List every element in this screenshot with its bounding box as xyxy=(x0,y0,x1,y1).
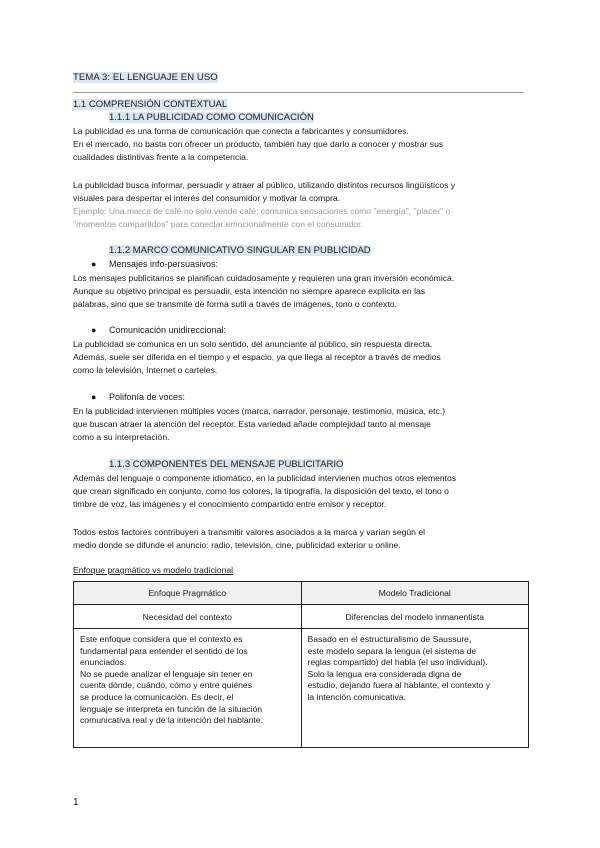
section-heading: 1.1 COMPRENSIÓN CONTEXTUAL xyxy=(73,99,228,110)
table-header-cell: Modelo Tradicional xyxy=(301,582,529,605)
paragraph-3: Los mensajes publicitarios se planifican cuidadosamente y requieren una gran inversión económica. Aunque su objetivo principal es persuadir, esta intención no siempre aparece explícita en las palabras, sino que se transmite de forma sutil a través de imágenes, tono o contexto. xyxy=(73,273,455,310)
bullet-item-2: ● Comunicación unidireccional: xyxy=(91,325,227,335)
table-header-row xyxy=(74,582,529,605)
page-number: 1 xyxy=(73,797,79,808)
bullet-icon: ● xyxy=(91,325,97,335)
bullet-item-3: ● Polifonía de voces: xyxy=(91,392,186,402)
paragraph-4: La publicidad se comunica en un solo sentido, del anunciante al público, sin respuesta directa. Además, suele ser diferida en el tiempo y el espacio, ya que llega al receptor a través de medios como la televisión, Internet o carteles. xyxy=(73,339,441,376)
subsection-heading-2: 1.1.2 MARCO COMUNICATIVO SINGULAR EN PUBLICIDAD xyxy=(109,245,371,256)
example-text: Ejemplo: Una marca de café no solo vende café; comunica sensaciones como "energía", "placer" o "momentos compartidos" para conectar emocionalmente con el consumidor. xyxy=(73,206,451,230)
paragraph-6: Además del lenguaje o componente idiomático, en la publicidad intervienen muchos otros elementos que crean significado en conjunto, como los colores, la tipografía, la disposición del texto, el tono o timbre de voz, las imágenes y el conocimiento compartido entre emisor y receptor. xyxy=(73,473,457,510)
table-header-cell: Enfoque Pragmático xyxy=(74,582,302,605)
bullet-icon: ● xyxy=(91,392,97,402)
paragraph-5: En la publicidad intervienen múltiples voces (marca, narrador, personaje, testimonio, música, etc.) que buscan atraer la atención del receptor. Esta variedad añade complejidad tanto al mensaje como a su interpretación. xyxy=(73,406,446,443)
table-subheader-cell: Diferencias del modelo inmanentista xyxy=(301,605,529,629)
document-title: TEMA 3: EL LENGUAJE EN USO xyxy=(73,72,218,83)
subsection-heading-3: 1.1.3 COMPONENTES DEL MENSAJE PUBLICITARIO xyxy=(109,459,344,470)
paragraph-1: La publicidad es una forma de comunicación que conecta a fabricantes y consumidores. En el mercado, no basta con ofrecer un producto, también hay que darlo a conocer y mostrar sus cualidades distintivas frente a la competencia. xyxy=(73,126,444,163)
table-row xyxy=(74,629,529,748)
subsection-heading-1: 1.1.1 LA PUBLICIDAD COMO COMUNICACIÓN xyxy=(109,112,314,123)
table-subheader-row xyxy=(74,605,529,629)
bullet-item-1: ● Mensajes info-persuasivos: xyxy=(91,259,219,269)
paragraph-2: La publicidad busca informar, persuadir y atraer al público, utilizando distintos recursos lingüísticos y visuales para despertar el interés del consumidor y motivar la compra. xyxy=(73,180,456,204)
title-divider xyxy=(73,92,524,93)
table-subheader-cell: Necesidad del contexto xyxy=(74,605,302,629)
table-cell-traditional: Basado en el estructuralismo de Saussure, este modelo separa la lengua (el sistema de reglas compartido) del habla (el uso individual). Solo la lengua era considerada digna de estudio, dejando fuera al hablante, el contexto y la intención comunicativa. xyxy=(301,629,529,748)
table-cell-pragmatic: Este enfoque considera que el contexto es fundamental para entender el sentido de los enunciados. No se puede analizar el lenguaje sin tener en cuenta dónde, cuándo, cómo y entre quiénes se produce la comunicación. Es decir, el lenguaje se interpreta en función de la situación comunicativa real y de la intención del hablante. xyxy=(74,629,302,748)
bullet-icon: ● xyxy=(91,259,97,269)
paragraph-7: Todos estos factores contribuyen a transmitir valores asociados a la marca y varían según el medio donde se difunde el anuncio: radio, televisión, cine, publicidad exterior u online. xyxy=(73,527,426,551)
comparison-table xyxy=(73,581,529,748)
table-title: Enfoque pragmático vs modelo tradicional xyxy=(73,565,234,575)
